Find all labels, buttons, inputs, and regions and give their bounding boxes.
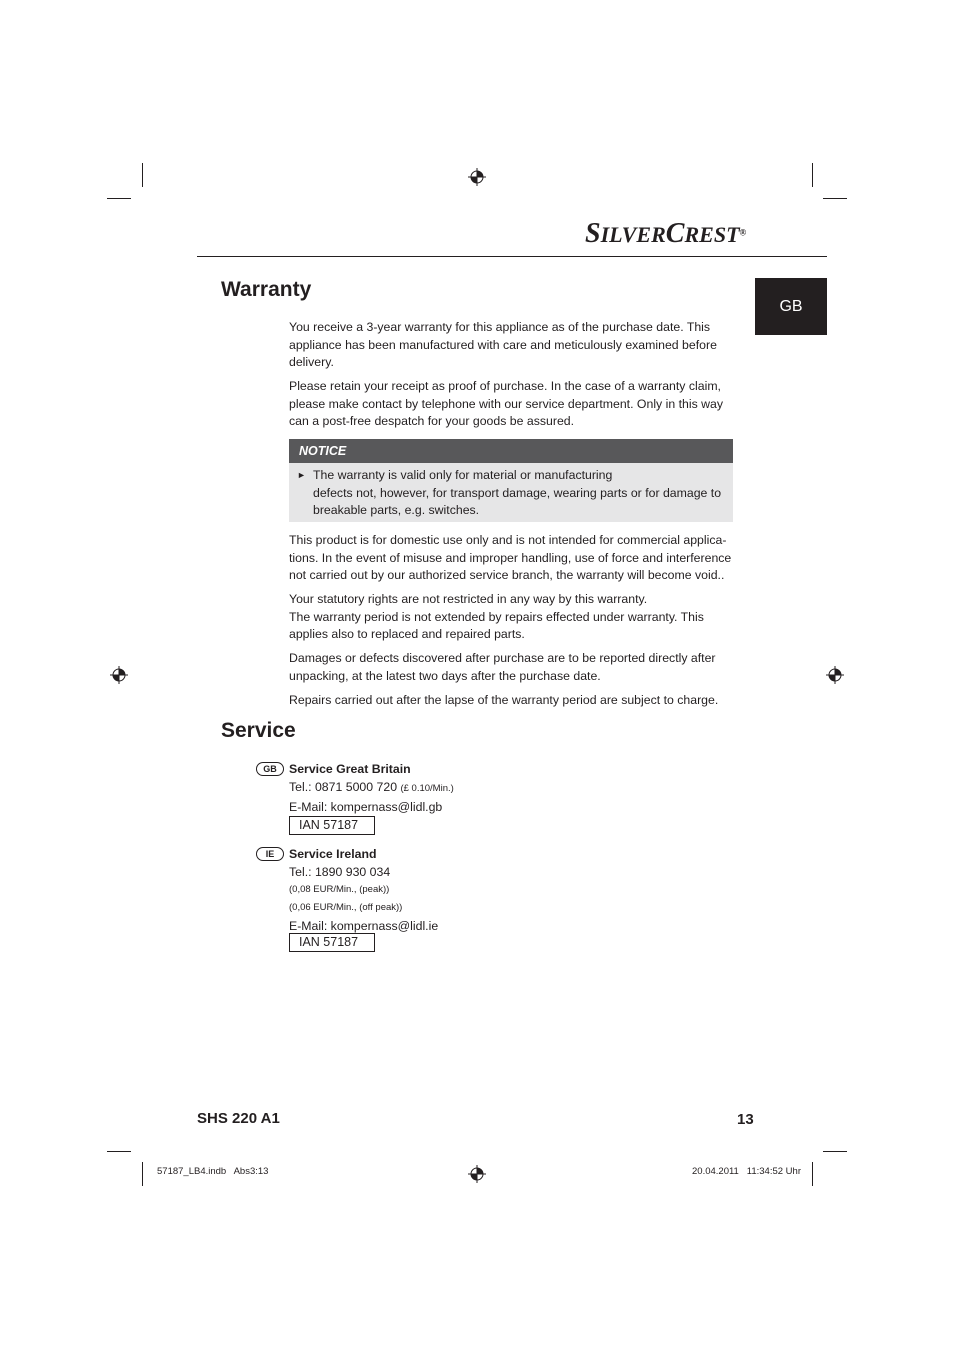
print-slug-right: 20.04.2011 11:34:52 Uhr: [692, 1166, 801, 1177]
crop-mark-bottom-right-h: [823, 1151, 847, 1152]
service-great-britain: [289, 760, 454, 816]
warranty-details: [289, 532, 735, 716]
notice-box: [289, 463, 733, 522]
crop-mark-bottom-right-v: [812, 1162, 813, 1186]
crop-mark-top-right-v: [812, 163, 813, 187]
warranty-paragraph: Repairs carried out after the lapse of the warranty period are subject to charge.: [289, 692, 719, 707]
service-gb-tel: Tel.: 0871 5000 720: [289, 780, 398, 794]
registration-mark-icon: [468, 1165, 486, 1183]
service-ireland: [289, 845, 438, 935]
bullet-arrow-icon: ►: [297, 470, 306, 480]
registration-mark-icon: [468, 168, 486, 186]
service-gb-rate: (£ 0.10/Min.): [400, 783, 454, 794]
brand-initial-1: S: [585, 218, 601, 249]
service-gb-tel-line: [289, 778, 454, 798]
service-ie-tel: Tel.: 1890 930 034: [289, 865, 391, 879]
crop-mark-bottom-left-v: [142, 1162, 143, 1186]
gb-country-badge: GB: [256, 762, 284, 776]
crop-mark-top-left-v: [142, 163, 143, 187]
registration-mark-icon: [110, 666, 128, 684]
header-rule: [197, 256, 827, 257]
warranty-paragraph: This product is for domestic use only and is not intended for commercial applica-tions. In the event of misuse and improper handling, use of force and interference not carried out by our authorized service branch, the warranty will become void..: [289, 533, 732, 582]
notice-line-2: defects not, however, for transport damage, wearing parts or for damage to breakable parts, e.g. switches.: [313, 485, 722, 517]
warranty-paragraph: You receive a 3-year warranty for this appliance as of the purchase date. This appliance has been manufactured with care and meticulously examined before delivery.: [289, 320, 717, 369]
service-ie-email: E-Mail: kompernass@lidl.ie: [289, 919, 439, 933]
warranty-paragraph: The warranty period is not extended by repairs effected under warranty. This applies also to replaced and repaired parts.: [289, 609, 704, 641]
warranty-paragraph: Please retain your receipt as proof of purchase. In the case of a warranty claim, please make contact by telephone with our service department. Only in this way can a post-free despatch for your goods be assured.: [289, 379, 724, 428]
page-number: 13: [737, 1111, 754, 1128]
notice-title: NOTICE: [289, 439, 733, 463]
registered-mark: ®: [739, 227, 747, 238]
service-gb-title: Service Great Britain: [289, 762, 411, 776]
crop-mark-bottom-left-h: [107, 1151, 131, 1152]
crop-mark-top-right-h: [823, 198, 847, 199]
warranty-paragraph: Your statutory rights are not restricted in any way by this warranty.: [289, 592, 648, 606]
notice-line-1: The warranty is valid only for material or manufacturing: [313, 468, 613, 482]
print-slug-left: 57187_LB4.indb Abs3:13: [157, 1166, 269, 1177]
registration-mark-icon: [826, 666, 844, 684]
brand-rest-2: REST: [684, 222, 740, 247]
service-ie-title: Service Ireland: [289, 847, 377, 861]
brand-rest-1: ILVER: [600, 222, 666, 247]
ian-box-ie: IAN 57187: [289, 933, 375, 952]
warranty-intro: [289, 319, 735, 437]
service-ie-rate-off-peak: (0,06 EUR/Min., (off peak)): [289, 902, 403, 913]
model-number: SHS 220 A1: [197, 1110, 280, 1127]
crop-mark-top-left-h: [107, 198, 131, 199]
warranty-paragraph: Damages or defects discovered after purchase are to be reported directly after unpacking, at the latest two days after the purchase date.: [289, 651, 716, 683]
service-gb-email: E-Mail: kompernass@lidl.gb: [289, 800, 443, 814]
service-heading: Service: [221, 719, 296, 742]
brand-logo: [585, 218, 746, 250]
brand-initial-2: C: [665, 218, 685, 249]
service-ie-rate-peak: (0,08 EUR/Min., (peak)): [289, 884, 390, 895]
ie-country-badge: IE: [256, 847, 284, 861]
ian-box-gb: IAN 57187: [289, 816, 375, 835]
warranty-heading: Warranty: [221, 278, 312, 301]
language-tab: GB: [755, 278, 827, 335]
